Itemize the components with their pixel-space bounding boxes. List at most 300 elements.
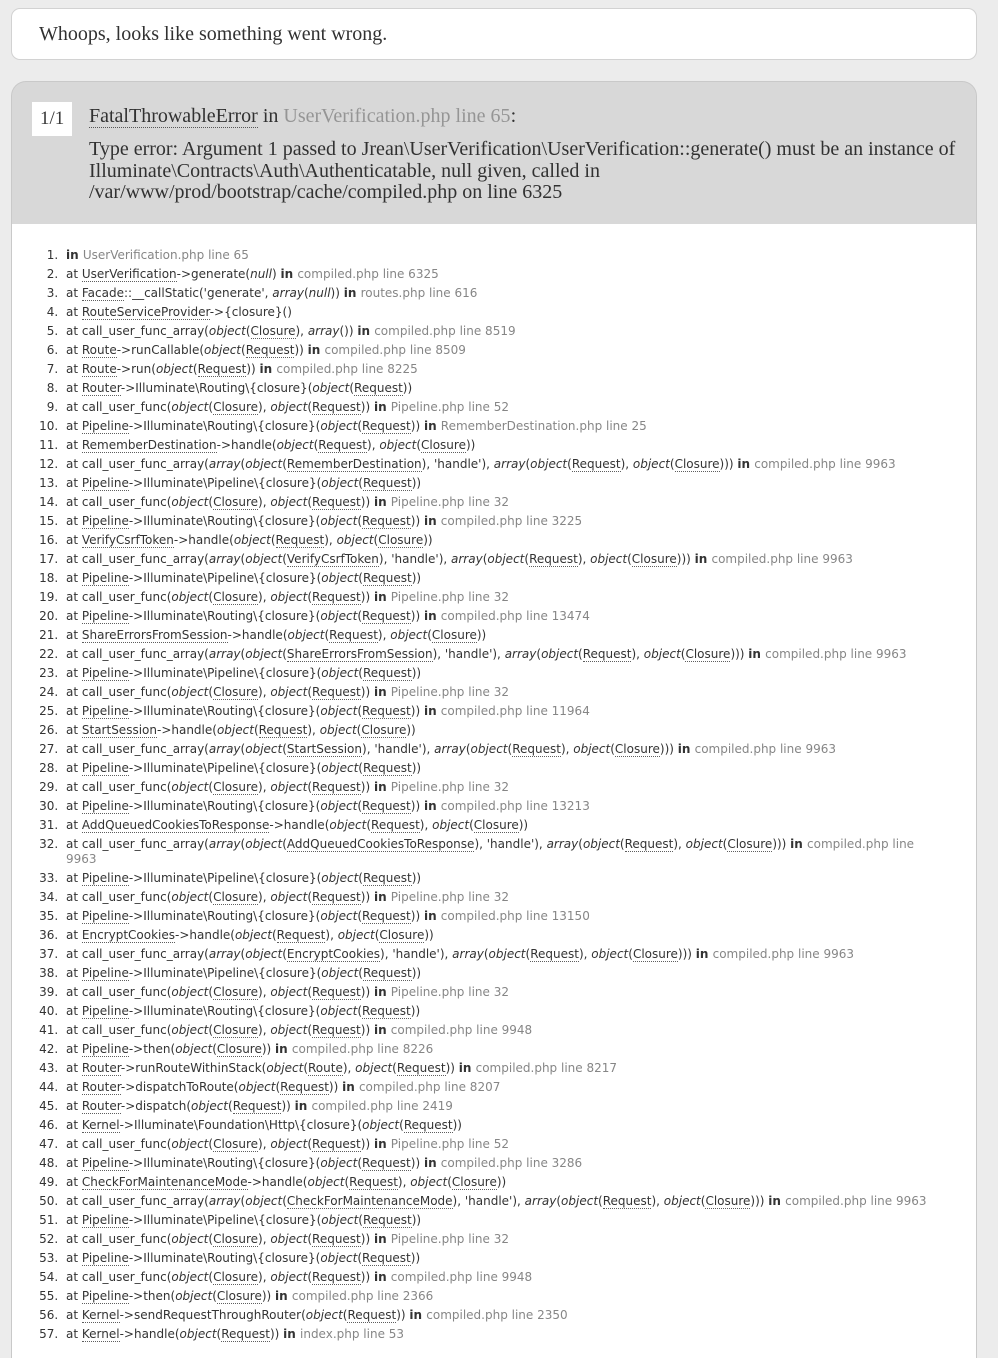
class-name-link: Request xyxy=(362,908,411,923)
in-keyword: in xyxy=(373,589,391,604)
class-name-link: Request xyxy=(582,646,632,661)
trace-text: )) xyxy=(518,817,529,832)
trace-text: ( xyxy=(307,1269,313,1284)
in-keyword: in xyxy=(259,361,277,376)
class-name-link: Request xyxy=(362,475,412,490)
type-keyword: object xyxy=(320,513,358,528)
file-position-link[interactable]: Pipeline.php line 32 xyxy=(390,684,509,699)
class-name-link: Closure xyxy=(213,1231,259,1246)
file-position-link[interactable]: compiled.php line 8509 xyxy=(324,342,466,357)
trace-text: ))) xyxy=(677,946,696,961)
exception-title xyxy=(89,102,956,128)
trace-text: ( xyxy=(192,361,198,376)
trace-line xyxy=(62,645,948,664)
trace-text: at xyxy=(66,665,82,680)
trace-text: ( xyxy=(722,836,728,851)
trace-text: ( xyxy=(240,836,246,851)
exception-counter: 1/1 xyxy=(32,102,72,136)
class-name-link: RememberDestination xyxy=(286,456,422,471)
trace-text: ), 'handle'), xyxy=(432,646,505,661)
class-name-link: Pipeline xyxy=(81,1003,129,1018)
trace-line xyxy=(62,721,948,740)
trace-text: ( xyxy=(374,927,380,942)
class-name-link: Pipeline xyxy=(81,798,129,813)
trace-line xyxy=(62,1021,948,1040)
trace-text: at xyxy=(66,1155,82,1170)
type-keyword: object xyxy=(321,1212,359,1227)
class-name-link: Closure xyxy=(631,551,677,566)
class-name-link: Request xyxy=(318,437,368,452)
file-position-link[interactable]: compiled.php line 8217 xyxy=(475,1060,618,1075)
class-name-link: Request xyxy=(362,760,412,775)
trace-text: ( xyxy=(240,1193,246,1208)
trace-line xyxy=(62,322,948,341)
file-position-link[interactable]: compiled.php line 9948 xyxy=(390,1022,533,1037)
trace-text: ), xyxy=(620,456,633,471)
file-position-link[interactable]: compiled.php line 9948 xyxy=(390,1269,533,1284)
trace-text: ( xyxy=(357,908,363,923)
trace-text: )) xyxy=(360,399,374,414)
trace-text: ), xyxy=(578,946,592,961)
trace-text: )) xyxy=(410,703,424,718)
class-name-link: Router xyxy=(81,1060,121,1075)
class-name-link: Request xyxy=(362,513,411,528)
type-keyword: object xyxy=(541,646,579,661)
class-name-link: Request xyxy=(529,551,578,566)
trace-text: at xyxy=(66,1288,82,1303)
trace-text: ( xyxy=(307,684,313,699)
type-keyword: object xyxy=(591,946,629,961)
class-name-link: VerifyCsrfToken xyxy=(286,551,379,566)
class-name-link: Request xyxy=(197,361,247,376)
trace-text: ), xyxy=(673,836,686,851)
trace-text: ( xyxy=(357,798,363,813)
trace-text: ), xyxy=(397,1174,411,1189)
trace-text: ( xyxy=(416,437,421,452)
trace-text: at xyxy=(66,437,82,452)
trace-text: ( xyxy=(228,1098,233,1113)
trace-text: ( xyxy=(307,1022,313,1037)
type-keyword: object xyxy=(355,1060,393,1075)
file-position-link[interactable]: compiled.php line 13213 xyxy=(440,798,590,813)
class-name-link: Request xyxy=(349,1174,398,1189)
trace-text: )) xyxy=(424,927,434,942)
trace-text: ->handle( xyxy=(175,927,235,942)
type-keyword: object xyxy=(175,1041,213,1056)
trace-text: ( xyxy=(358,1212,363,1227)
trace-text: ( xyxy=(669,456,675,471)
class-name-link: Pipeline xyxy=(81,1288,129,1303)
class-name-link: Request xyxy=(362,965,412,980)
trace-text: ( xyxy=(282,646,287,661)
trace-text: ( xyxy=(212,1041,217,1056)
class-name-link: Pipeline xyxy=(81,513,129,528)
trace-text: ( xyxy=(307,779,313,794)
file-position-link[interactable]: Pipeline.php line 52 xyxy=(390,399,509,414)
trace-text: ( xyxy=(307,589,313,604)
trace-text: ->Illuminate\Routing\{closure}( xyxy=(120,380,313,395)
trace-text: ), xyxy=(258,684,271,699)
trace-text: )) xyxy=(410,908,424,923)
file-position-link[interactable]: routes.php line 616 xyxy=(360,285,478,300)
trace-text: ->then( xyxy=(128,1041,176,1056)
trace-text: at call_user_func_array( xyxy=(66,456,209,471)
trace-line xyxy=(62,778,948,797)
class-name-link: Closure xyxy=(674,456,720,471)
type-keyword: array xyxy=(504,646,537,661)
trace-text: ( xyxy=(700,1193,706,1208)
type-keyword: object xyxy=(432,817,470,832)
trace-text: )) xyxy=(411,665,422,680)
trace-text: at xyxy=(66,285,82,300)
trace-text: ( xyxy=(483,946,489,961)
trace-line xyxy=(62,1097,948,1116)
file-position-link[interactable]: compiled.php line 8226 xyxy=(291,1041,434,1056)
trace-line xyxy=(62,1078,948,1097)
trace-text: )) xyxy=(445,1060,459,1075)
trace-text: ( xyxy=(240,646,246,661)
file-position-link[interactable]: compiled.php line 2366 xyxy=(291,1288,434,1303)
in-keyword: in xyxy=(373,1231,391,1246)
trace-text: ), xyxy=(258,1231,271,1246)
trace-text: ->Illuminate\Pipeline\{closure}( xyxy=(128,870,322,885)
trace-text: ), xyxy=(631,646,644,661)
trace-text: ), xyxy=(258,494,271,509)
trace-text: ( xyxy=(610,741,615,756)
file-position-link[interactable]: compiled.php line 9963 xyxy=(785,1193,927,1208)
trace-text: )) xyxy=(360,1231,374,1246)
class-name-link: Request xyxy=(312,684,361,699)
trace-text: ( xyxy=(240,741,246,756)
trace-text: ->generate( xyxy=(176,266,251,281)
file-position-link[interactable]: compiled.php line 8519 xyxy=(374,323,516,338)
trace-text: at call_user_func( xyxy=(66,1136,172,1151)
trace-text: ->Illuminate\Routing\{closure}( xyxy=(128,908,321,923)
trace-text: ->handle( xyxy=(247,1174,308,1189)
class-name-link: Closure xyxy=(632,946,678,961)
class-name-link: Request xyxy=(276,927,326,942)
file-position-link[interactable]: compiled.php line 6325 xyxy=(297,266,439,281)
exception-location-link[interactable]: UserVerification.php line 65 xyxy=(283,105,511,127)
type-keyword: array xyxy=(208,741,241,756)
file-position-link[interactable]: compiled.php line 9963 xyxy=(712,946,855,961)
file-position-link[interactable]: Pipeline.php line 32 xyxy=(390,889,509,904)
class-name-link: Pipeline xyxy=(81,1155,129,1170)
type-keyword: array xyxy=(272,285,304,300)
trace-line xyxy=(62,835,948,869)
trace-line xyxy=(62,303,948,322)
file-position-link[interactable]: compiled.php line 8207 xyxy=(358,1079,501,1094)
trace-text: ( xyxy=(578,646,583,661)
file-position-link[interactable]: compiled.php line 9963 xyxy=(711,551,853,566)
type-keyword: object xyxy=(320,1155,358,1170)
class-name-link: ShareErrorsFromSession xyxy=(81,627,228,642)
trace-text: )) xyxy=(360,1136,374,1151)
trace-text: ( xyxy=(536,646,542,661)
trace-text: ( xyxy=(628,946,633,961)
class-name-link: EncryptCookies xyxy=(286,946,381,961)
file-position-link[interactable]: Pipeline.php line 32 xyxy=(390,779,509,794)
trace-text: at xyxy=(66,570,82,585)
type-keyword: object xyxy=(270,1231,308,1246)
type-keyword: object xyxy=(245,551,283,566)
trace-text: at xyxy=(66,1117,82,1132)
trace-text: )) xyxy=(496,1174,507,1189)
trace-text: at xyxy=(66,760,82,775)
trace-text: ( xyxy=(627,551,632,566)
trace-text: )) xyxy=(411,475,422,490)
in-keyword: in xyxy=(342,1079,359,1094)
class-name-link: Closure xyxy=(213,984,259,999)
class-name-link: Pipeline xyxy=(81,1250,129,1265)
type-keyword: object xyxy=(175,1288,213,1303)
trace-text: ( xyxy=(282,551,287,566)
exception-in-word: in xyxy=(262,105,279,127)
in-keyword: in xyxy=(768,1193,786,1208)
trace-text: at call_user_func( xyxy=(66,589,172,604)
type-keyword: object xyxy=(530,456,568,471)
type-keyword: object xyxy=(319,722,357,737)
type-keyword: object xyxy=(573,741,611,756)
type-keyword: array xyxy=(208,836,241,851)
class-name-link: Request xyxy=(371,817,420,832)
trace-text: ), 'handle'), xyxy=(378,551,452,566)
type-keyword: object xyxy=(245,741,283,756)
trace-text: at xyxy=(66,1250,82,1265)
trace-line xyxy=(62,1211,948,1230)
in-keyword: in xyxy=(373,399,391,414)
type-keyword: object xyxy=(321,870,359,885)
trace-line xyxy=(62,740,948,759)
class-name-link: Closure xyxy=(213,1022,259,1037)
trace-text: at call_user_func_array( xyxy=(66,646,209,661)
exception-message: Type error: Argument 1 passed to Jrean\UserVerification\UserVerification::generate() must be an instance of Illuminate\Contracts\Auth\Authenticatable, null given, called in /var/www/prod/bootstrap/cache/compiled.php on line 6325 xyxy=(89,138,956,204)
trace-line xyxy=(62,1154,948,1173)
class-name-link: Closure xyxy=(213,1136,259,1151)
trace-text: ( xyxy=(357,418,363,433)
file-position-link[interactable]: compiled.php line 9963 xyxy=(694,741,836,756)
file-position-link[interactable]: compiled.php line 3286 xyxy=(440,1155,583,1170)
trace-text: ), xyxy=(651,1193,664,1208)
file-position-link[interactable]: compiled.php line 13474 xyxy=(440,608,590,623)
type-keyword: object xyxy=(270,399,308,414)
type-keyword: object xyxy=(266,1060,304,1075)
type-keyword: object xyxy=(171,1231,209,1246)
trace-text: ( xyxy=(344,1174,350,1189)
type-keyword: object xyxy=(270,1136,308,1151)
trace-text: ), xyxy=(258,984,271,999)
trace-text: )) xyxy=(269,1326,284,1341)
class-name-link: Closure xyxy=(213,889,259,904)
file-position-link[interactable]: Pipeline.php line 32 xyxy=(390,589,509,604)
trace-text: at xyxy=(66,1098,82,1113)
in-keyword: in xyxy=(275,1041,292,1056)
trace-text: )) xyxy=(360,984,374,999)
trace-text: ( xyxy=(525,946,531,961)
trace-line xyxy=(62,964,948,983)
trace-text: at xyxy=(66,1079,82,1094)
in-keyword: in xyxy=(423,1155,441,1170)
trace-text: ->Illuminate\Routing\{closure}( xyxy=(128,513,321,528)
trace-line xyxy=(62,265,948,284)
class-name-link: Pipeline xyxy=(81,1041,129,1056)
type-keyword: object xyxy=(155,361,193,376)
file-position-link[interactable]: compiled.php line 8225 xyxy=(276,361,418,376)
in-keyword: in xyxy=(423,608,441,623)
trace-line xyxy=(62,626,948,645)
trace-line xyxy=(62,683,948,702)
type-keyword: object xyxy=(379,437,417,452)
class-name-link: Request xyxy=(362,870,412,885)
class-name-link: Closure xyxy=(378,532,424,547)
trace-text: ->Illuminate\Pipeline\{closure}( xyxy=(128,475,322,490)
type-keyword: object xyxy=(171,779,209,794)
class-name-link: EncryptCookies xyxy=(81,927,175,942)
file-position-link[interactable]: compiled.php line 3225 xyxy=(440,513,583,528)
trace-text: ))) xyxy=(772,836,791,851)
class-name-link: Pipeline xyxy=(81,760,129,775)
file-position-link[interactable]: compiled.php line 11964 xyxy=(440,703,590,718)
type-keyword: object xyxy=(320,703,358,718)
trace-text: )) xyxy=(410,1155,424,1170)
trace-line xyxy=(62,512,948,531)
trace-text: )) xyxy=(402,380,413,395)
class-name-link: Request xyxy=(312,779,361,794)
trace-line xyxy=(62,474,948,493)
in-keyword: in xyxy=(280,266,298,281)
class-name-link: Closure xyxy=(431,627,477,642)
class-name-link: Closure xyxy=(213,1269,259,1284)
class-name-link: Closure xyxy=(685,646,731,661)
trace-text: at call_user_func_array( xyxy=(66,741,209,756)
class-name-link: Kernel xyxy=(81,1117,120,1132)
class-name-link: Request xyxy=(362,798,411,813)
trace-text: ->Illuminate\Routing\{closure}( xyxy=(128,798,321,813)
trace-text: )) xyxy=(396,1307,410,1322)
in-keyword: in xyxy=(373,1269,391,1284)
class-name-link: Closure xyxy=(213,399,259,414)
file-position-link[interactable]: compiled.php line 9963 xyxy=(765,646,907,661)
type-keyword: object xyxy=(171,399,209,414)
in-keyword: in xyxy=(694,551,712,566)
in-keyword: in xyxy=(423,703,441,718)
file-position-link[interactable]: Pipeline.php line 52 xyxy=(390,1136,509,1151)
type-keyword: object xyxy=(321,665,359,680)
trace-line xyxy=(62,1173,948,1192)
file-position-link[interactable]: compiled.php line 2419 xyxy=(311,1098,453,1113)
class-name-link: Pipeline xyxy=(81,475,129,490)
trace-text: ( xyxy=(358,665,363,680)
file-position-link[interactable]: index.php line 53 xyxy=(300,1326,405,1341)
trace-text: ->handle( xyxy=(269,817,330,832)
trace-text: ( xyxy=(524,551,530,566)
type-keyword: object xyxy=(305,1307,343,1322)
trace-text: ( xyxy=(465,741,471,756)
trace-text: )) xyxy=(406,722,416,737)
file-position-link[interactable]: compiled.php line 13150 xyxy=(440,908,590,923)
file-position-link[interactable]: RememberDestination.php line 25 xyxy=(440,418,647,433)
trace-text: ), xyxy=(324,532,337,547)
file-position-link[interactable]: compiled.php line 9963 xyxy=(754,456,896,471)
file-position-link[interactable]: Pipeline.php line 32 xyxy=(390,494,509,509)
trace-text: ->handle( xyxy=(173,532,234,547)
trace-text: ( xyxy=(208,1136,214,1151)
stack-trace-list xyxy=(40,236,948,1354)
file-position-link[interactable]: compiled.php line 2350 xyxy=(426,1307,568,1322)
type-keyword: object xyxy=(410,1174,448,1189)
trace-text: ( xyxy=(357,1155,363,1170)
trace-text: ( xyxy=(556,1193,562,1208)
trace-text: ( xyxy=(208,984,214,999)
trace-text: ( xyxy=(282,1193,287,1208)
trace-text: ( xyxy=(307,494,313,509)
trace-text: ( xyxy=(357,608,363,623)
class-name-link: Pipeline xyxy=(81,703,129,718)
trace-line xyxy=(62,398,948,417)
in-keyword: in xyxy=(294,1098,312,1113)
class-name-link: Closure xyxy=(213,589,259,604)
file-position-link[interactable]: UserVerification.php line 65 xyxy=(82,247,249,262)
trace-text: ( xyxy=(282,741,287,756)
file-position-link[interactable]: Pipeline.php line 32 xyxy=(390,984,509,999)
type-keyword: object xyxy=(470,741,508,756)
trace-text: at call_user_func( xyxy=(66,889,172,904)
trace-text: ), xyxy=(258,889,271,904)
trace-text: at call_user_func( xyxy=(66,1231,172,1246)
class-name-link: Request xyxy=(312,1136,361,1151)
class-name-link: Closure xyxy=(216,1041,262,1056)
trace-text: at xyxy=(66,965,82,980)
trace-text: ()) xyxy=(339,323,358,338)
trace-line xyxy=(62,888,948,907)
trace-text: ( xyxy=(427,627,432,642)
type-keyword: object xyxy=(208,323,246,338)
trace-text: ( xyxy=(507,741,513,756)
trace-text: ( xyxy=(208,494,214,509)
trace-text: ( xyxy=(240,551,246,566)
trace-text: ), xyxy=(258,1022,271,1037)
type-keyword: object xyxy=(171,984,209,999)
error-page xyxy=(0,8,998,1358)
type-keyword: object xyxy=(171,1022,209,1037)
type-keyword: object xyxy=(643,646,681,661)
trace-text: ), xyxy=(258,589,271,604)
type-keyword: object xyxy=(270,889,308,904)
type-keyword: object xyxy=(336,532,374,547)
trace-text: ( xyxy=(358,965,363,980)
type-keyword: object xyxy=(321,965,359,980)
trace-text: ), 'handle'), xyxy=(421,456,494,471)
trace-line xyxy=(62,588,948,607)
trace-line xyxy=(62,1287,948,1306)
in-keyword: in xyxy=(283,1326,300,1341)
file-position-link[interactable]: Pipeline.php line 32 xyxy=(390,1231,509,1246)
trace-text: at call_user_func_array( xyxy=(66,946,209,961)
in-keyword: in xyxy=(423,418,441,433)
trace-text: )) xyxy=(452,1117,462,1132)
trace-text: at xyxy=(66,608,82,623)
trace-line xyxy=(62,284,948,303)
trace-text: ), xyxy=(419,817,433,832)
trace-text: )) xyxy=(411,1212,422,1227)
type-keyword: object xyxy=(307,1174,345,1189)
class-name-link: StartSession xyxy=(81,722,157,737)
class-name-link: Request xyxy=(232,1098,282,1113)
class-name-link: Closure xyxy=(705,1193,751,1208)
file-position-link[interactable]: compiled.php line 9963 xyxy=(66,836,915,866)
trace-text: ( xyxy=(357,1003,363,1018)
class-name-link: Request xyxy=(275,532,325,547)
